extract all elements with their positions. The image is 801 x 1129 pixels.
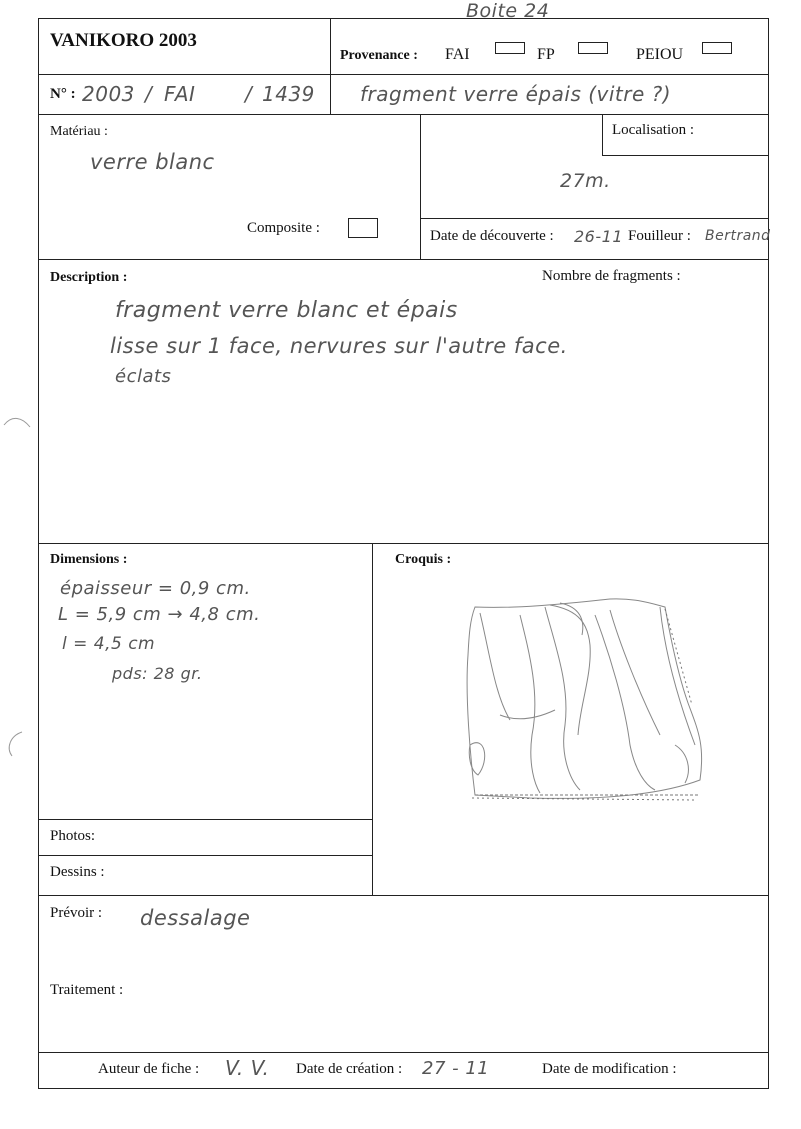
divider xyxy=(38,259,769,260)
description-label: Description : xyxy=(50,270,128,285)
dimension-longueur: L = 5,9 cm → 4,8 cm. xyxy=(58,604,261,625)
croquis-sketch xyxy=(460,595,715,815)
checkbox-fp[interactable] xyxy=(578,42,608,54)
auteur-value: V. V. xyxy=(225,1056,270,1080)
divider xyxy=(330,18,331,74)
dimensions-label: Dimensions : xyxy=(50,552,128,567)
composite-label: Composite : xyxy=(247,220,320,236)
divider xyxy=(38,895,769,896)
provenance-option-fp: FP xyxy=(537,46,555,63)
short-description: fragment verre épais (vitre ?) xyxy=(360,82,672,106)
localisation-label: Localisation : xyxy=(612,122,695,138)
prevoir-value: dessalage xyxy=(140,906,251,930)
materiau-label: Matériau : xyxy=(50,124,108,139)
date-decouverte-label: Date de découverte : xyxy=(430,228,554,244)
auteur-label: Auteur de fiche : xyxy=(98,1061,200,1077)
dessins-label: Dessins : xyxy=(50,864,105,880)
fragments-count-label: Nombre de fragments : xyxy=(542,268,681,284)
divider xyxy=(38,74,769,75)
dimension-largeur: l = 4,5 cm xyxy=(62,634,156,654)
divider xyxy=(38,543,769,544)
dimension-poids: pds: 28 gr. xyxy=(112,664,203,683)
provenance-option-fai: FAI xyxy=(445,46,470,63)
number-slash: / xyxy=(245,82,253,106)
checkbox-peiou[interactable] xyxy=(702,42,732,54)
number-slash: / xyxy=(145,82,153,106)
localisation-value: 27m. xyxy=(560,170,611,192)
number-label: N° : xyxy=(50,86,76,102)
date-modification-label: Date de modification : xyxy=(542,1061,677,1077)
form-title: VANIKORO 2003 xyxy=(50,30,197,51)
photos-label: Photos: xyxy=(50,828,96,844)
divider xyxy=(602,155,769,156)
fouilleur-value: Bertrand xyxy=(705,228,771,244)
composite-checkbox[interactable] xyxy=(348,218,378,238)
number-site: FAI xyxy=(164,82,196,106)
description-line-1: fragment verre blanc et épais xyxy=(115,298,458,323)
date-creation-label: Date de création : xyxy=(296,1061,403,1077)
croquis-label: Croquis : xyxy=(395,552,452,567)
punch-hole-mark xyxy=(2,405,32,435)
divider xyxy=(420,218,769,219)
divider xyxy=(38,855,372,856)
description-line-2: lisse sur 1 face, nervures sur l'autre face. xyxy=(110,334,568,358)
divider xyxy=(38,1052,769,1053)
dimension-epaisseur: épaisseur = 0,9 cm. xyxy=(60,578,251,599)
traitement-label: Traitement : xyxy=(50,982,124,998)
divider xyxy=(38,114,769,115)
punch-hole-mark xyxy=(2,728,32,758)
date-creation-value: 27 - 11 xyxy=(422,1058,490,1079)
divider xyxy=(330,74,331,114)
number-year: 2003 xyxy=(82,82,135,106)
checkbox-fai[interactable] xyxy=(495,42,525,54)
number-id: 1439 xyxy=(262,82,315,106)
fouilleur-label: Fouilleur : xyxy=(628,228,691,244)
divider xyxy=(602,114,603,155)
divider xyxy=(372,543,373,895)
prevoir-label: Prévoir : xyxy=(50,905,103,921)
provenance-label: Provenance : xyxy=(340,48,418,63)
box-annotation: Boite 24 xyxy=(466,0,550,22)
materiau-value: verre blanc xyxy=(90,150,215,174)
provenance-option-peiou: PEIOU xyxy=(636,46,684,63)
description-line-3: éclats xyxy=(115,366,172,387)
divider xyxy=(38,819,372,820)
date-decouverte-value: 26-11 xyxy=(574,227,623,246)
divider xyxy=(420,114,421,259)
